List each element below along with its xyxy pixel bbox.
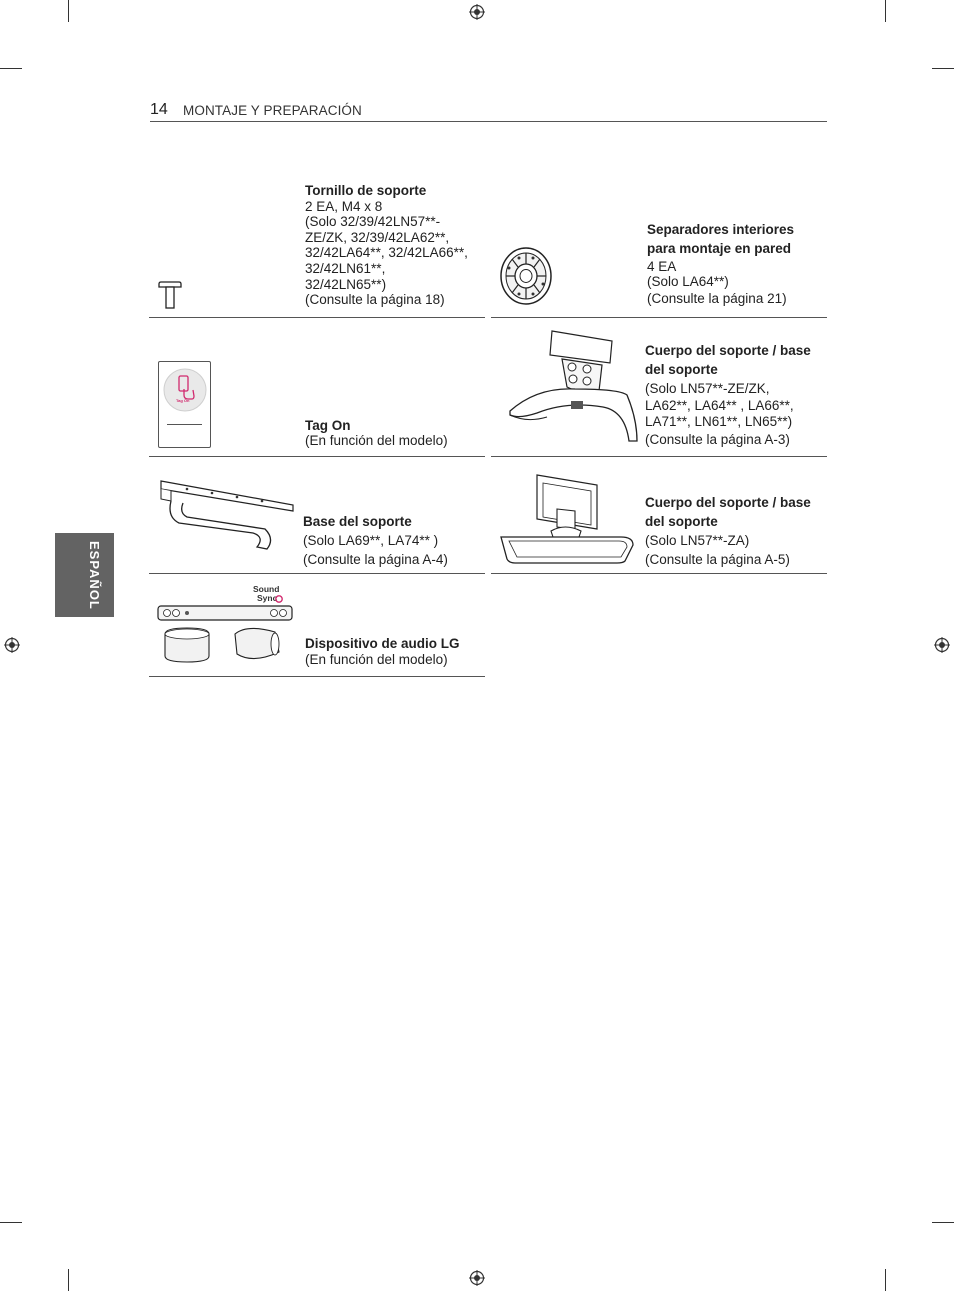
item-line: ZE/ZK, 32/39/42LA62**, — [305, 229, 450, 245]
row-divider — [149, 456, 485, 457]
sound-sync-logo-line: Sync — [257, 593, 278, 603]
item-stand-body-1 — [645, 341, 811, 449]
item-line: 32/42LA64**, 32/42LA66**, — [305, 245, 468, 261]
sound-bar-icon — [157, 604, 293, 668]
item-line: LA71**, LN61**, LN65**) — [645, 414, 793, 429]
bar-stand-base-icon — [157, 477, 297, 551]
row-divider — [149, 676, 485, 677]
sound-sync-logo-line: Sound — [253, 584, 280, 594]
item-line: 2 EA, M4 x 8 — [305, 198, 383, 214]
row-divider — [149, 317, 485, 318]
item-title: del soporte — [645, 514, 718, 529]
crop-mark — [885, 0, 886, 22]
wall-spacer-icon — [499, 246, 553, 306]
item-line: (Solo LN57**-ZA) — [645, 533, 750, 548]
item-spacers — [647, 220, 794, 308]
item-line: (Solo 32/39/42LN57**- — [305, 214, 441, 230]
item-line: (Solo LN57**-ZE/ZK, — [645, 381, 770, 396]
item-line: (Consulte la página A-5) — [645, 552, 790, 567]
tag-on-card — [158, 361, 211, 448]
item-title: Dispositivo de audio LG — [305, 636, 460, 651]
crop-mark — [932, 68, 954, 69]
registration-mark-icon — [934, 637, 950, 653]
tag-on-icon — [163, 368, 207, 412]
registration-mark-icon — [469, 1270, 485, 1286]
item-line: 32/42LN61**, — [305, 260, 386, 276]
row-divider — [491, 317, 827, 318]
sync-circle-icon — [275, 595, 283, 603]
item-title: Cuerpo del soporte / base — [645, 495, 811, 510]
item-title: Tag On — [305, 418, 351, 433]
item-line: 32/42LN65**) — [305, 276, 387, 292]
registration-mark-icon — [4, 637, 20, 653]
item-title: Cuerpo del soporte / base — [645, 343, 811, 358]
item-line: (Consulte la página A-3) — [645, 432, 790, 447]
row-divider — [491, 456, 827, 457]
item-title: del soporte — [645, 362, 718, 377]
tag-on-card-line — [167, 424, 202, 425]
item-line: (Consulte la página 18) — [305, 292, 445, 308]
language-tab — [55, 533, 114, 617]
item-title: para montaje en pared — [647, 241, 792, 256]
crop-mark — [0, 1222, 22, 1223]
crop-mark — [0, 68, 22, 69]
item-line: (Solo LA64**) — [647, 274, 729, 289]
item-screw — [305, 183, 468, 308]
item-stand-base — [303, 512, 448, 569]
language-tab-label: ESPAÑOL — [87, 541, 102, 610]
item-line: LA62**, LA64** , LA66**, — [645, 398, 794, 413]
page-number: 14 — [150, 101, 168, 118]
item-title: Tornillo de soporte — [305, 183, 427, 198]
row-divider — [149, 573, 485, 574]
row-divider — [491, 573, 827, 574]
item-line: (En función del modelo) — [305, 652, 448, 667]
registration-mark-icon — [469, 4, 485, 20]
curved-stand-icon — [507, 329, 641, 449]
item-line: (Consulte la página A-4) — [303, 552, 448, 567]
tag-on-card-label: Tag On — [176, 398, 190, 403]
crop-mark — [885, 1269, 886, 1291]
crop-mark — [68, 1269, 69, 1291]
item-line: (Consulte la página 21) — [647, 291, 787, 306]
item-title: Base del soporte — [303, 514, 412, 529]
screw-icon — [158, 282, 182, 310]
item-title: Separadores interiores — [647, 222, 795, 237]
crop-mark — [932, 1222, 954, 1223]
header-rule — [150, 121, 827, 122]
item-line: 4 EA — [647, 259, 677, 274]
item-tag-on — [305, 419, 448, 449]
item-line: (En función del modelo) — [305, 433, 448, 448]
flat-stand-icon — [499, 473, 637, 565]
section-title: MONTAJE Y PREPARACIÓN — [183, 103, 362, 118]
item-line: (Solo LA69**, LA74** ) — [303, 533, 439, 548]
item-audio — [305, 636, 460, 668]
crop-mark — [68, 0, 69, 22]
item-stand-body-2 — [645, 493, 811, 569]
